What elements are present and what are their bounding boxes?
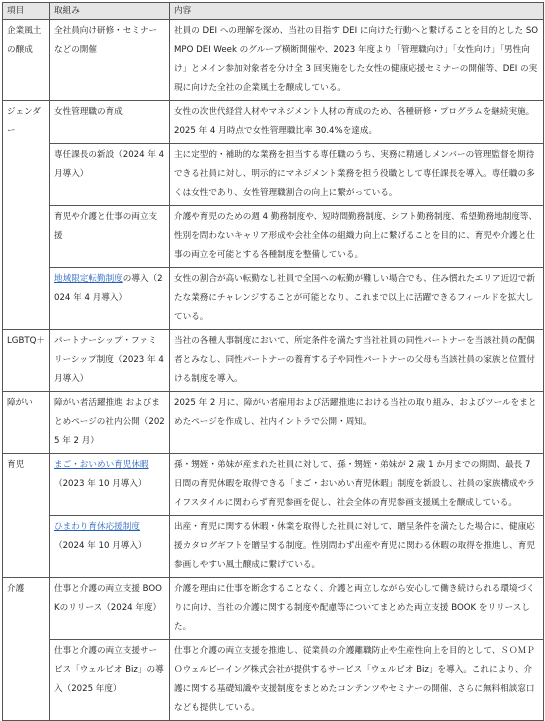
initiative-cell: 全社員向け研修・セミナーなどの開催 <box>50 20 170 101</box>
category-cell: 介護 <box>3 578 50 721</box>
table-row <box>3 206 544 268</box>
initiative-text: （2023 年 10 月導入） <box>54 479 147 489</box>
category-cell: 企業風土の醸成 <box>3 20 50 101</box>
header-content: 内容 <box>170 3 544 20</box>
header-initiative: 取組み <box>50 3 170 20</box>
table-row <box>3 640 544 721</box>
initiative-text: （2024 年 10 月導入） <box>54 541 147 551</box>
table-row <box>3 268 544 330</box>
table-row <box>3 454 544 516</box>
dei-initiatives-table <box>2 2 544 721</box>
table-row <box>3 101 544 144</box>
grandchild-leave-link[interactable]: まご・おいめい育児休暇 <box>54 460 149 470</box>
initiative-cell: パートナーシップ・ファミリーシップ制度（2023 年 4 月導入） <box>50 330 170 392</box>
initiative-cell <box>50 516 170 578</box>
content-cell: 介護や育児のための週 4 勤務制度や、短時間勤務制度、シフト勤務制度、希望勤務地制度等、性別を問わないキャリア形成や会社全体の組織力向上に繋げることを目的に、育児や介護と仕事の両立を可能とする各種制度を整備している。 <box>170 206 544 268</box>
content-cell: 女性の次世代経営人材やマネジメント人材の育成のため、各種研修・プログラムを継続実施。2025 年 4 月時点で女性管理職比率 30.4%を達成。 <box>170 101 544 144</box>
content-cell: 孫・甥姪・弟妹が産まれた社員に対して、孫・甥姪・弟妹が 2 歳 1 か月までの期間、最長 7 日間の育児休暇を取得できる「まご・おいめい育児休暇」制度を新設し、社員の家族構成やライフスタイルに関わらず育児参画を促し、社会全体の育児参画支援風土を醸成している。 <box>170 454 544 516</box>
content-cell: 女性の割合が高い転勤なし社員で全国への転勤が難しい場合でも、住み慣れたエリア近辺で新たな業務にチャレンジすることが可能となり、これまで以上に活躍できるフィールドを拡大している。 <box>170 268 544 330</box>
content-cell: 社員の DEI への理解を深め、当社の目指す DEI に向けた行動へと繋げることを目的とした SOMPO DEI Week のグループ横断開催や、2023 年度より「管理職向け」「女性向け」「男性向け」とメイン参加対象者を分け全 3 回実施をした女性の健康応援セミナーの開催等、DEI の実現に向けた全社の企業風土を醸成している。 <box>170 20 544 101</box>
initiative-cell <box>50 454 170 516</box>
initiative-text: の導入（2024 年 4 月導入） <box>54 274 163 303</box>
category-cell: 育児 <box>3 454 50 578</box>
table-row <box>3 330 544 392</box>
table-row <box>3 516 544 578</box>
content-cell: 当社の各種人事制度において、所定条件を満たす当社社員の同性パートナーを当該社員の配偶者とみなし、同性パートナーの養育する子や同性パートナーの父母も当該社員の家族と位置付ける制度を導入。 <box>170 330 544 392</box>
initiative-cell: 仕事と介護の両立支援サービス「ウェルビオ Biz」の導入（2025 年度） <box>50 640 170 721</box>
initiative-cell: 仕事と介護の両立支援 BOOKのリリース（2024 年度） <box>50 578 170 640</box>
initiative-cell: 女性管理職の育成 <box>50 101 170 144</box>
table-row <box>3 144 544 206</box>
initiative-cell: 専任課長の新設（2024 年 4 月導入） <box>50 144 170 206</box>
table-row <box>3 20 544 101</box>
initiative-cell: 障がい者活躍推進 およびまとめページの社内公開（2025 年 2 月） <box>50 392 170 454</box>
himawari-leave-link[interactable]: ひまわり育休応援制度 <box>54 522 140 532</box>
regional-transfer-link[interactable]: 地域限定転勤制度 <box>54 274 123 284</box>
table-row <box>3 578 544 640</box>
category-cell: LGBTQ＋ <box>3 330 50 392</box>
content-cell: 主に定型的・補助的な業務を担当する専任職のうち、実務に精通しメンバーの管理監督を期待できる社員に対し、明示的にマネジメント業務を担う役職として専任課長を導入。専任職の多くは女性であり、女性管理職割合の向上に繋がっている。 <box>170 144 544 206</box>
header-row <box>3 3 544 20</box>
initiative-cell: 育児や介護と仕事の両立支援 <box>50 206 170 268</box>
content-cell: 2025 年 2 月に、障がい者雇用および活躍推進における当社の取り組み、およびツールをまとめたページを作成し、社内イントラで公開・周知。 <box>170 392 544 454</box>
content-cell: 仕事と介護の両立支援を推進し、従業員の介護離職防止や生産性向上を目的として、ＳＯＭＰＯウェルビーイング株式会社が提供するサービス「ウェルビオ Biz」を導入。これにより、介護に関する基礎知識や支援制度をまとめたコンテンツやセミナーの開催、さらに無料相談窓口なども提供している。 <box>170 640 544 721</box>
header-category: 項目 <box>3 3 50 20</box>
category-cell: ジェンダー <box>3 101 50 330</box>
initiative-cell <box>50 268 170 330</box>
category-cell: 障がい <box>3 392 50 454</box>
content-cell: 出産・育児に関する休暇・休業を取得した社員に対して、贈呈条件を満たした場合に、健康応援カタログギフトを贈呈する制度。性別問わず出産や育児に関わる休暇の取得を推進し、育児参画しやすい風土醸成に繋げている。 <box>170 516 544 578</box>
content-cell: 介護を理由に仕事を断念することなく、介護と両立しながら安心して働き続けられる環境づくりに向け、当社の介護に関する制度や配慮等についてまとめた両立支援 BOOK をリリースした。 <box>170 578 544 640</box>
table-row <box>3 392 544 454</box>
